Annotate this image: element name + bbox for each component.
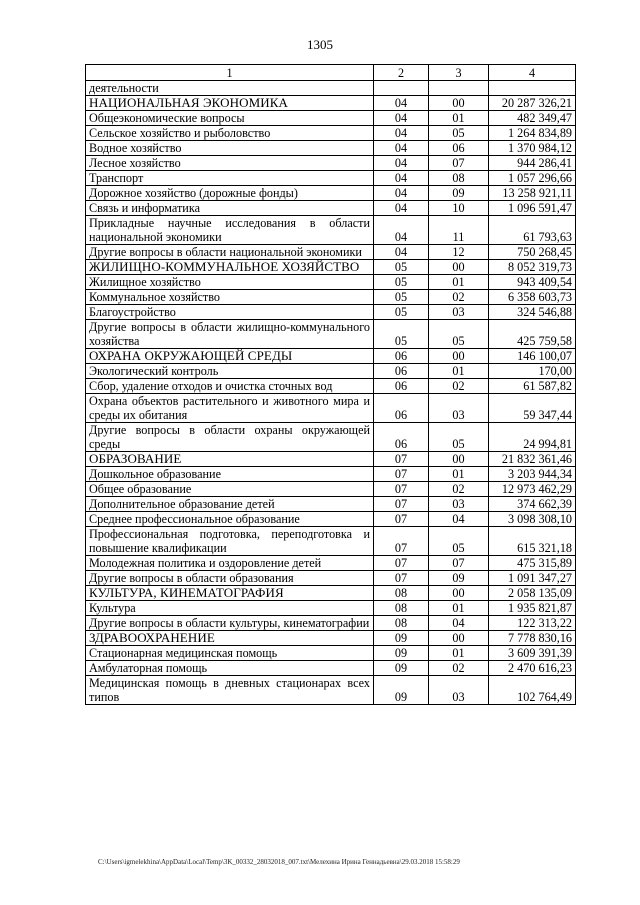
table-row [86,156,576,171]
row-name: Другие вопросы в области национальной экономики [86,245,374,260]
row-name: Среднее профессиональное образование [86,512,374,527]
row-subsection-code: 05 [429,423,489,452]
row-name: Дополнительное образование детей [86,497,374,512]
row-name: Общеэкономические вопросы [86,111,374,126]
row-subsection-code: 11 [429,216,489,245]
row-name: Молодежная политика и оздоровление детей [86,556,374,571]
row-section-code: 07 [374,497,429,512]
table-row [86,111,576,126]
row-section-code: 07 [374,512,429,527]
row-subsection-code: 03 [429,394,489,423]
row-section-code: 06 [374,349,429,364]
row-subsection-code: 02 [429,290,489,305]
row-section-code: 06 [374,423,429,452]
row-name: Водное хозяйство [86,141,374,156]
row-name: ОХРАНА ОКРУЖАЮЩЕЙ СРЕДЫ [86,349,374,364]
row-name: Благоустройство [86,305,374,320]
row-amount: 1 091 347,27 [489,571,576,586]
row-amount: 122 313,22 [489,616,576,631]
row-subsection-code: 00 [429,586,489,601]
column-header-section: 2 [374,65,429,81]
row-section-code: 04 [374,171,429,186]
row-subsection-code: 05 [429,527,489,556]
table-row [86,245,576,260]
row-amount: 20 287 326,21 [489,96,576,111]
row-name: КУЛЬТУРА, КИНЕМАТОГРАФИЯ [86,586,374,601]
row-subsection-code: 06 [429,141,489,156]
row-amount: 750 268,45 [489,245,576,260]
row-amount: 7 778 830,16 [489,631,576,646]
table-row [86,394,576,423]
row-amount: 3 098 308,10 [489,512,576,527]
row-amount: 59 347,44 [489,394,576,423]
table-row [86,571,576,586]
table-row [86,646,576,661]
table-row [86,216,576,245]
row-subsection-code: 05 [429,126,489,141]
row-name: Общее образование [86,482,374,497]
table-row [86,601,576,616]
row-section-code: 04 [374,156,429,171]
row-subsection-code: 02 [429,482,489,497]
table-row [86,349,576,364]
table-row [86,364,576,379]
row-section-code: 06 [374,394,429,423]
row-section-code: 09 [374,676,429,705]
row-section-code: 04 [374,96,429,111]
row-name: Коммунальное хозяйство [86,290,374,305]
row-amount: 8 052 319,73 [489,260,576,275]
row-name: деятельности [86,81,374,96]
row-amount: 146 100,07 [489,349,576,364]
table-row [86,661,576,676]
row-section-code: 07 [374,452,429,467]
row-amount: 1 057 296,66 [489,171,576,186]
row-name: Медицинская помощь в дневных стационарах всех типов [86,676,374,705]
row-section-code: 09 [374,646,429,661]
row-name: Профессиональная подготовка, переподготовка и повышение квалификации [86,527,374,556]
page-number: 1305 [307,37,333,52]
table-row [86,512,576,527]
row-section-code: 06 [374,364,429,379]
row-name: Дорожное хозяйство (дорожные фонды) [86,186,374,201]
table-row [86,290,576,305]
row-subsection-code: 00 [429,349,489,364]
row-section-code: 04 [374,141,429,156]
row-name: Дошкольное образование [86,467,374,482]
row-name: Сбор, удаление отходов и очистка сточных вод [86,379,374,394]
row-name: Амбулаторная помощь [86,661,374,676]
table-row [86,260,576,275]
row-name: ЖИЛИЩНО-КОММУНАЛЬНОЕ ХОЗЯЙСТВО [86,260,374,275]
row-amount: 374 662,39 [489,497,576,512]
table-row [86,423,576,452]
budget-table [85,64,576,705]
row-section-code: 08 [374,616,429,631]
row-section-code: 04 [374,126,429,141]
row-amount: 102 764,49 [489,676,576,705]
row-amount: 13 258 921,11 [489,186,576,201]
row-amount: 475 315,89 [489,556,576,571]
row-subsection-code: 07 [429,556,489,571]
row-subsection-code: 01 [429,646,489,661]
row-name: Стационарная медицинская помощь [86,646,374,661]
row-name: Связь и информатика [86,201,374,216]
table-row [86,452,576,467]
table-row [86,201,576,216]
row-amount: 1 935 821,87 [489,601,576,616]
table-row [86,141,576,156]
row-subsection-code: 01 [429,111,489,126]
row-name: Сельское хозяйство и рыболовство [86,126,374,141]
table-row [86,497,576,512]
row-subsection-code: 01 [429,275,489,290]
table-row [86,275,576,290]
row-subsection-code: 09 [429,186,489,201]
row-amount: 12 973 462,29 [489,482,576,497]
row-name: ЗДРАВООХРАНЕНИЕ [86,631,374,646]
row-subsection-code: 00 [429,260,489,275]
row-amount: 3 203 944,34 [489,467,576,482]
file-path-footer: C:\Users\igmelekhina\AppData\Local\Temp\3K_00332_28032018_007.txt\Мелехина Ирина Геннадьевна\29.03.2018 15:58:29 [98,858,460,866]
row-name: ОБРАЗОВАНИЕ [86,452,374,467]
row-section-code: 05 [374,290,429,305]
row-amount: 425 759,58 [489,320,576,349]
row-subsection-code: 01 [429,467,489,482]
row-name: Прикладные научные исследования в области национальной экономики [86,216,374,245]
table-row [86,126,576,141]
row-section-code: 09 [374,631,429,646]
row-name: НАЦИОНАЛЬНАЯ ЭКОНОМИКА [86,96,374,111]
table-row [86,556,576,571]
row-section-code: 09 [374,661,429,676]
column-header-name: 1 [86,65,374,81]
row-amount: 482 349,47 [489,111,576,126]
row-amount: 170,00 [489,364,576,379]
row-subsection-code: 01 [429,364,489,379]
row-section-code: 04 [374,216,429,245]
column-header-amount: 4 [489,65,576,81]
row-amount: 2 470 616,23 [489,661,576,676]
row-name: Другие вопросы в области жилищно-коммунального хозяйства [86,320,374,349]
table-row [86,379,576,394]
row-subsection-code: 00 [429,452,489,467]
row-amount: 943 409,54 [489,275,576,290]
column-header-subsection: 3 [429,65,489,81]
row-name: Лесное хозяйство [86,156,374,171]
row-amount: 61 587,82 [489,379,576,394]
row-subsection-code: 10 [429,201,489,216]
row-section-code: 08 [374,601,429,616]
row-amount: 1 096 591,47 [489,201,576,216]
row-amount: 21 832 361,46 [489,452,576,467]
row-section-code: 07 [374,467,429,482]
row-subsection-code: 00 [429,96,489,111]
row-subsection-code: 12 [429,245,489,260]
row-section-code: 07 [374,482,429,497]
row-amount: 1 264 834,89 [489,126,576,141]
row-section-code: 04 [374,201,429,216]
row-subsection-code: 07 [429,156,489,171]
table-row [86,676,576,705]
row-section-code: 05 [374,275,429,290]
row-amount: 2 058 135,09 [489,586,576,601]
row-section-code: 05 [374,305,429,320]
table-row [86,616,576,631]
row-section-code: 04 [374,186,429,201]
row-subsection-code: 04 [429,616,489,631]
table-row [86,527,576,556]
row-subsection-code: 04 [429,512,489,527]
row-name: Другие вопросы в области образования [86,571,374,586]
row-section-code: 07 [374,527,429,556]
row-section-code: 06 [374,379,429,394]
row-section-code: 04 [374,111,429,126]
table-row [86,186,576,201]
row-amount: 6 358 603,73 [489,290,576,305]
row-name: Другие вопросы в области культуры, кинематографии [86,616,374,631]
row-subsection-code: 01 [429,601,489,616]
row-amount: 324 546,88 [489,305,576,320]
table-row [86,320,576,349]
row-subsection-code: 05 [429,320,489,349]
row-amount: 615 321,18 [489,527,576,556]
row-name: Жилищное хозяйство [86,275,374,290]
table-row [86,96,576,111]
row-amount: 61 793,63 [489,216,576,245]
row-subsection-code: 02 [429,661,489,676]
row-name: Культура [86,601,374,616]
row-section-code: 07 [374,556,429,571]
row-name: Экологический контроль [86,364,374,379]
table-row [86,482,576,497]
table-row-continuation [86,81,576,96]
row-subsection-code: 00 [429,631,489,646]
row-name: Охрана объектов растительного и животного мира и среды их обитания [86,394,374,423]
row-subsection-code: 02 [429,379,489,394]
table-row [86,631,576,646]
row-section-code: 08 [374,586,429,601]
row-section-code: 05 [374,260,429,275]
row-name: Транспорт [86,171,374,186]
table-row [86,171,576,186]
row-section-code: 05 [374,320,429,349]
row-subsection-code: 03 [429,305,489,320]
table-row [86,586,576,601]
row-subsection-code: 03 [429,497,489,512]
row-section-code: 07 [374,571,429,586]
row-section-code: 04 [374,245,429,260]
row-amount: 1 370 984,12 [489,141,576,156]
table-row [86,467,576,482]
row-amount: 24 994,81 [489,423,576,452]
row-name: Другие вопросы в области охраны окружающей среды [86,423,374,452]
row-subsection-code: 03 [429,676,489,705]
row-amount: 944 286,41 [489,156,576,171]
row-amount: 3 609 391,39 [489,646,576,661]
table-header-row [86,65,576,81]
table-row [86,305,576,320]
row-subsection-code: 08 [429,171,489,186]
row-subsection-code: 09 [429,571,489,586]
